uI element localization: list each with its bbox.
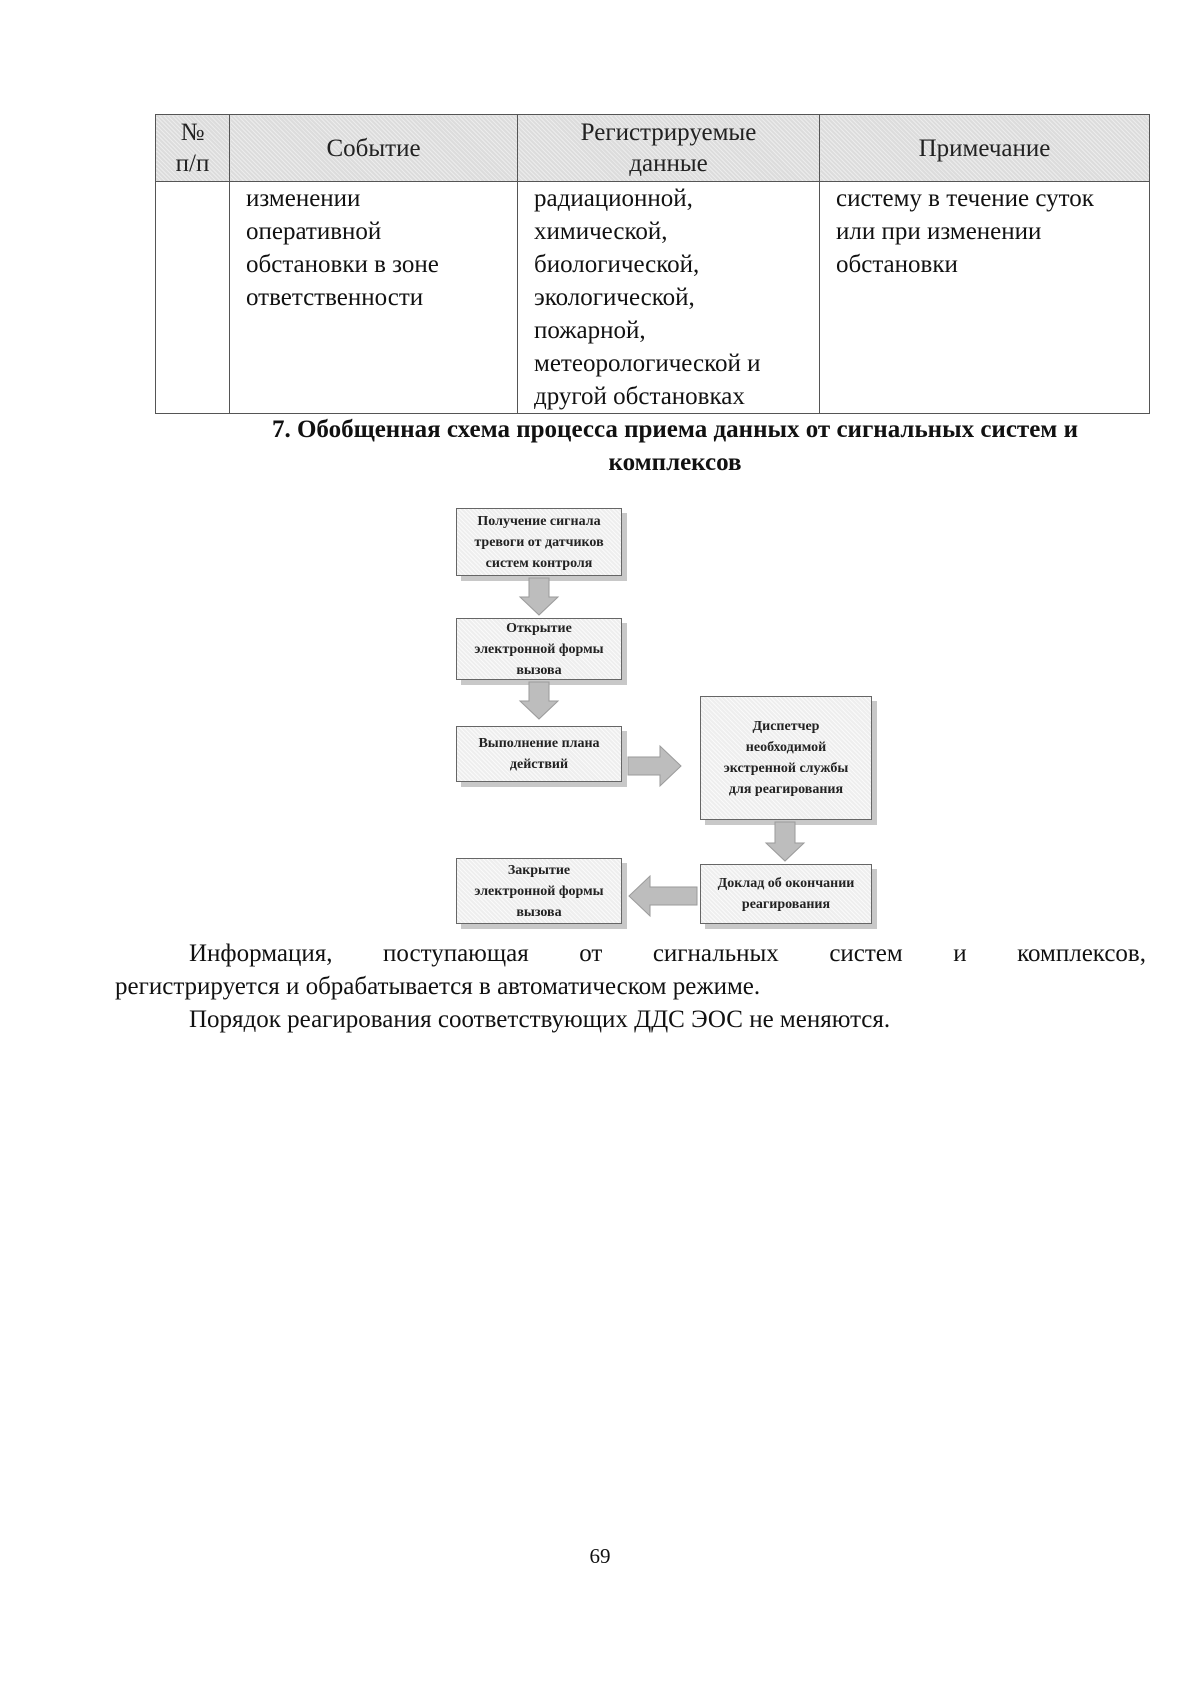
cell-data — [518, 182, 820, 414]
cell-note-line: систему в течение суток — [836, 185, 1094, 212]
word: от — [579, 940, 603, 967]
cell-data-line: метеорологической и — [534, 350, 761, 377]
box-close-form-line: электронной формы — [474, 883, 604, 899]
box-dispatcher-line: экстренной службы — [723, 761, 849, 776]
arrow-right — [628, 744, 682, 788]
paragraph-order: Порядок реагирования соответствующих ДДС ЭОС не меняются. — [189, 1006, 891, 1033]
box-close-form — [456, 858, 622, 924]
arrow-down-3 — [764, 822, 806, 862]
header-num-line: п/п — [175, 150, 210, 177]
cell-data-line: другой обстановках — [534, 383, 745, 410]
section-heading-line: комплексов — [608, 449, 742, 476]
table-row — [156, 182, 1150, 414]
header-event-text: Событие — [326, 134, 421, 162]
box-dispatcher-line: необходимой — [745, 740, 827, 755]
section-heading — [190, 413, 1160, 479]
header-num — [156, 115, 230, 182]
box-dispatcher — [700, 696, 872, 820]
cell-event-line: обстановки в зоне — [246, 251, 439, 278]
cell-data-line: радиационной, — [534, 185, 693, 212]
box-execute-plan-line: Выполнение плана — [478, 736, 600, 751]
cell-event-line: оперативной — [246, 218, 382, 245]
header-data-line: данные — [629, 150, 708, 177]
cell-num — [156, 182, 230, 414]
box-receive-signal-line: тревоги от датчиков — [474, 534, 604, 550]
cell-data-line: химической, — [534, 218, 668, 245]
header-event — [230, 115, 518, 182]
word: систем — [829, 940, 903, 967]
arrow-down-2 — [518, 682, 560, 720]
cell-data-line: экологической, — [534, 284, 695, 311]
section-heading-line: 7. Обобщенная схема процесса приема данных от сигнальных систем и — [271, 416, 1078, 443]
paragraph-info — [115, 937, 1146, 1003]
paragraph-info-line-1 — [115, 937, 1146, 970]
cell-event-line: изменении — [246, 185, 361, 212]
header-data — [518, 115, 820, 182]
word: и — [953, 940, 967, 967]
header-note — [820, 115, 1150, 182]
word: сигнальных — [652, 940, 779, 967]
word: комплексов, — [1017, 940, 1146, 967]
box-report-line: реагирования — [741, 897, 831, 912]
box-open-form — [456, 618, 622, 680]
box-open-form-line: вызова — [516, 662, 562, 678]
cell-note-line: обстановки — [836, 251, 958, 278]
box-receive-signal-line: Получение сигнала — [477, 513, 601, 529]
arrow-down-1 — [518, 578, 560, 616]
cell-note — [820, 182, 1150, 414]
box-close-form-line: вызова — [516, 904, 562, 920]
box-execute-plan — [456, 726, 622, 782]
box-report — [700, 864, 872, 924]
box-close-form-line: Закрытие — [507, 862, 571, 878]
process-flowchart — [450, 508, 886, 928]
table-header-row — [156, 115, 1150, 182]
events-table — [155, 114, 1150, 414]
box-receive-signal — [456, 508, 622, 576]
box-open-form-line: электронной формы — [474, 641, 604, 657]
cell-note-line: или при изменении — [836, 218, 1042, 245]
page-number: 69 — [589, 1544, 611, 1568]
box-report-line: Доклад об окончании — [717, 876, 855, 891]
header-data-line: Регистрируемые — [580, 119, 757, 146]
header-num-line: № — [180, 119, 205, 146]
header-note-text: Примечание — [918, 134, 1051, 162]
box-open-form-line: Открытие — [506, 620, 572, 636]
word: Информация, — [189, 940, 333, 967]
box-dispatcher-line: для реагирования — [728, 782, 844, 797]
cell-event-line: ответственности — [246, 284, 424, 311]
cell-data-line: пожарной, — [534, 317, 646, 344]
cell-event — [230, 182, 518, 414]
box-execute-plan-line: действий — [509, 757, 569, 772]
arrow-left — [628, 874, 698, 918]
box-receive-signal-line: систем контроля — [485, 555, 593, 571]
cell-data-line: биологической, — [534, 251, 700, 278]
box-dispatcher-line: Диспетчер — [752, 719, 820, 734]
word: поступающая — [383, 940, 529, 967]
paragraph-info-line-2: регистрируется и обрабатывается в автоматическом режиме. — [115, 973, 761, 1000]
